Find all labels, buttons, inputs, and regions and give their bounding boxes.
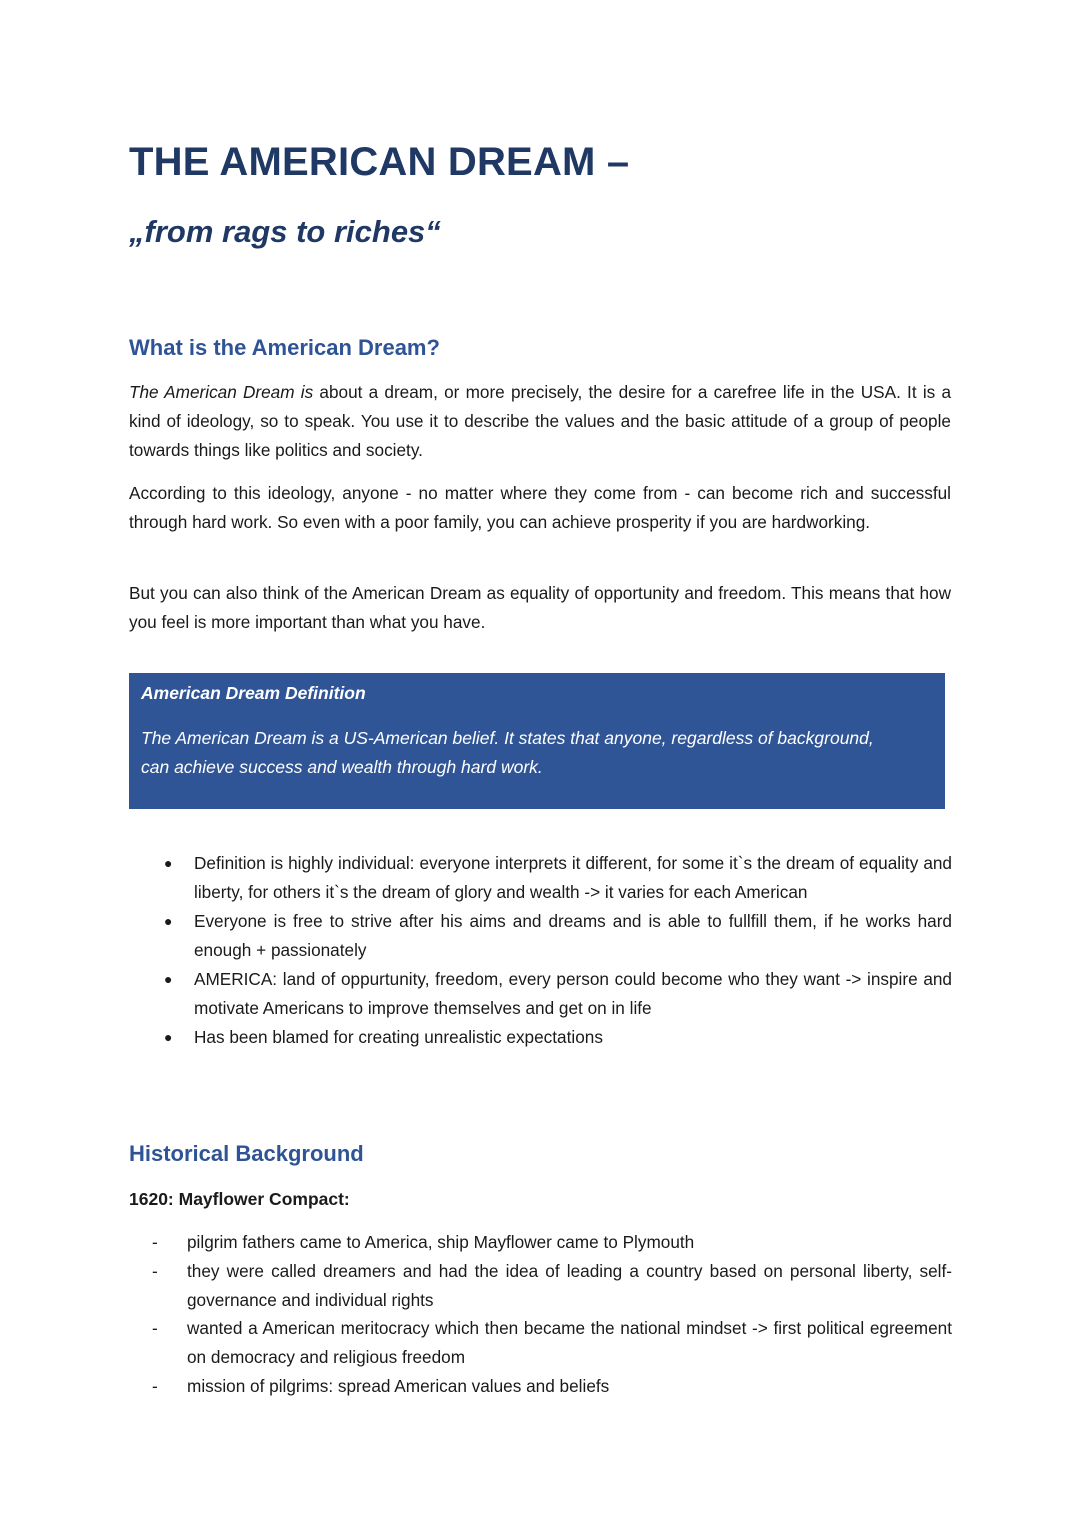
- dash-icon: -: [152, 1260, 158, 1281]
- definition-box-title: American Dream Definition: [141, 683, 366, 703]
- paragraph-intro: [129, 378, 951, 464]
- definition-box-text: The American Dream is a US-American belief. It states that anyone, regardless of background, can achieve success and wealth through hard work.: [141, 728, 874, 777]
- bullet-icon: ●: [164, 1029, 173, 1045]
- dash-icon: -: [152, 1232, 158, 1252]
- section-heading-what-is: What is the American Dream?: [129, 335, 440, 360]
- bullet-icon: ●: [164, 971, 173, 987]
- bullet-icon: ●: [164, 913, 173, 929]
- paragraph-intro-emphasis-is: is: [300, 382, 314, 402]
- definition-box: [129, 673, 945, 809]
- bullet-list: [160, 849, 952, 1052]
- dash-list: [152, 1228, 952, 1401]
- list-item: - they were called dreamers and had the idea of leading a country based on personal liberty, self-governance and individual rights: [152, 1257, 952, 1315]
- document-title: THE AMERICAN DREAM –: [129, 140, 630, 184]
- list-item: - wanted a American meritocracy which then became the national mindset -> first political egreement on democracy and religious freedom: [152, 1314, 952, 1372]
- document-subtitle: „from rags to riches“: [129, 214, 441, 249]
- list-item: ● Has been blamed for creating unrealistic expectations: [160, 1023, 952, 1052]
- paragraph-intro-text: about a dream, or more precisely, the desire for a carefree life in the USA. It is a kind of ideology, so to speak. You use it to describe the values and the basic attitude of a group of people towards things like politics and society.: [129, 382, 951, 460]
- list-item: ● Everyone is free to strive after his aims and dreams and is able to fullfill them, if he works hard enough + passionately: [160, 907, 952, 965]
- section-heading-historical: Historical Background: [129, 1141, 364, 1166]
- paragraph-ideology: According to this ideology, anyone - no matter where they come from - can become rich and successful through hard work. So even with a poor family, you can achieve prosperity if you are hardworking.: [129, 483, 951, 532]
- dash-icon: -: [152, 1318, 158, 1339]
- dash-icon: -: [152, 1375, 158, 1396]
- bullet-icon: ●: [164, 855, 173, 871]
- paragraph-equality: But you can also think of the American Dream as equality of opportunity and freedom. This means that how you feel is more important than what you have.: [129, 583, 951, 632]
- list-item: ● AMERICA: land of oppurtunity, freedom, every person could become who they want -> inspire and motivate Americans to improve themselves and get on in life: [160, 965, 952, 1023]
- list-item: - pilgrim fathers came to America, ship Mayflower came to Plymouth: [152, 1228, 952, 1257]
- mayflower-label: 1620: Mayflower Compact:: [129, 1189, 350, 1209]
- paragraph-intro-emphasis: The American Dream: [129, 382, 295, 402]
- list-item: - mission of pilgrims: spread American values and beliefs: [152, 1372, 952, 1401]
- list-item: ● Definition is highly individual: everyone interprets it different, for some it`s the dream of equality and liberty, for others it`s the dream of glory and wealth -> it varies for each American: [160, 849, 952, 907]
